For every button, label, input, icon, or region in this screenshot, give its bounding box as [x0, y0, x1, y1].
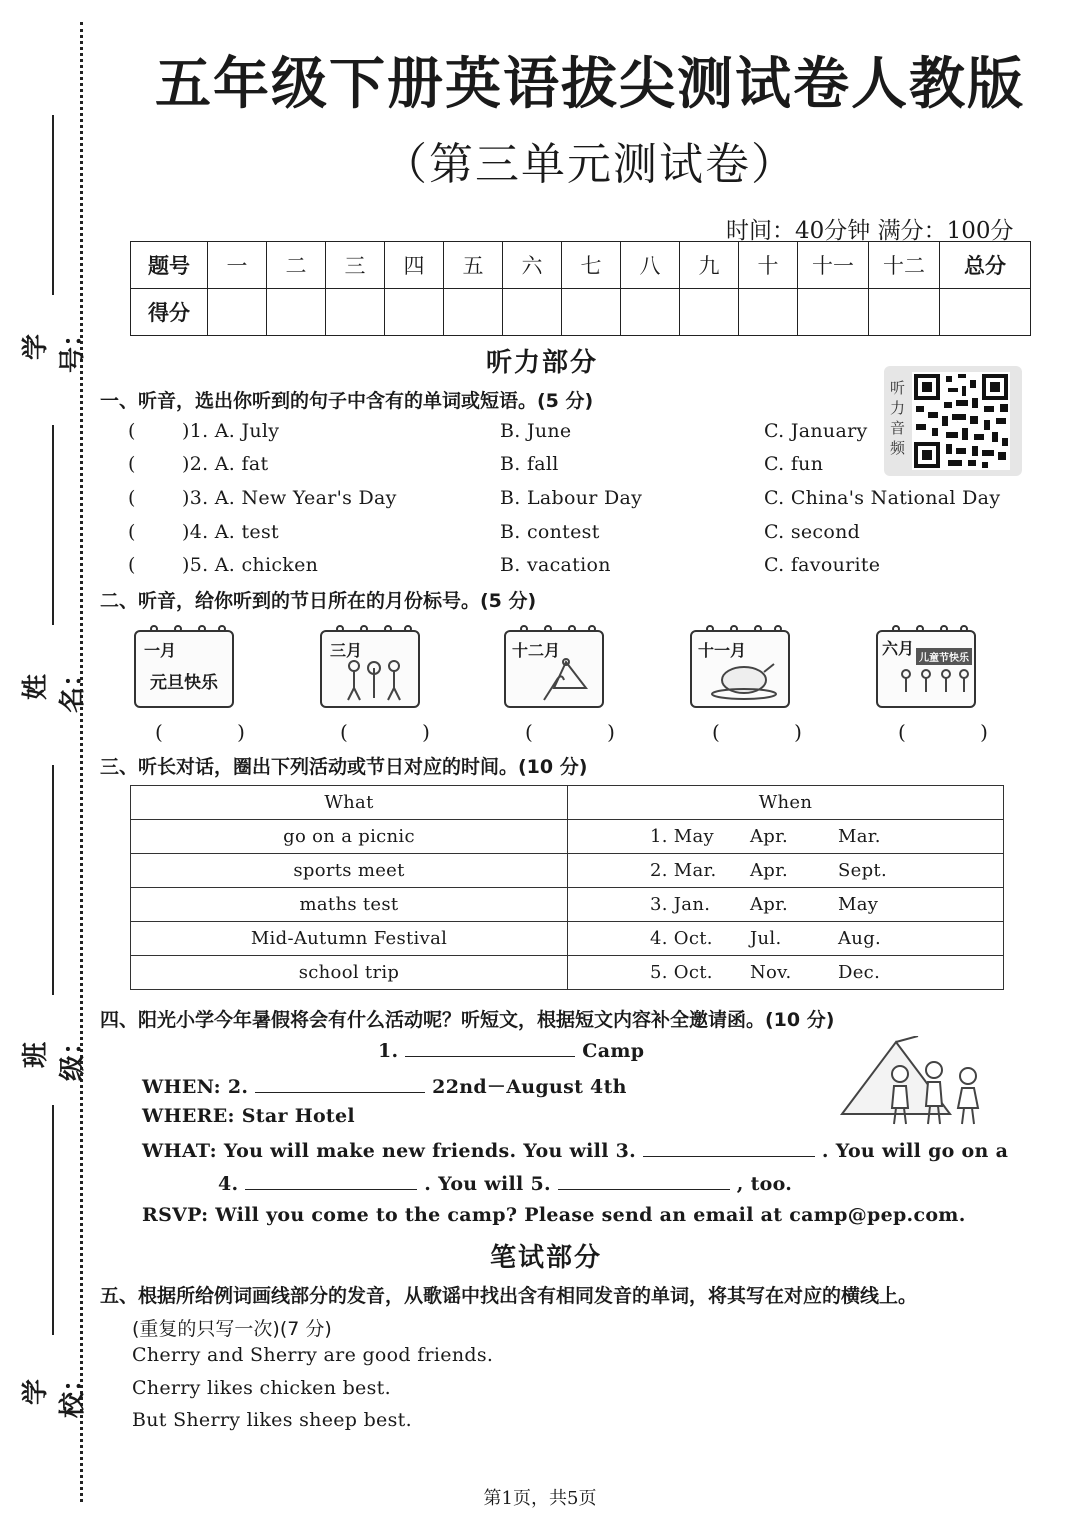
- what-line: [142, 1138, 1008, 1162]
- score-row: [131, 289, 1031, 336]
- table-row: [131, 820, 1004, 854]
- q5-option-b[interactable]: B. vacation: [500, 554, 611, 576]
- turkey-icon: [710, 660, 780, 700]
- score-header-cell: 二: [267, 242, 326, 289]
- q5-option-a[interactable]: )5. A. chicken: [182, 554, 319, 576]
- name-label: 姓名：: [21, 661, 88, 714]
- activity-cell: school trip: [131, 956, 568, 990]
- calendar-month: 六月: [882, 639, 915, 658]
- time-info: 时间：40分钟 满分：100分: [726, 218, 1014, 244]
- when-cell: [568, 956, 1004, 990]
- when-option[interactable]: Apr.: [750, 894, 789, 915]
- q1-option-c[interactable]: C. January: [764, 420, 868, 442]
- when-option[interactable]: May: [838, 894, 879, 915]
- when-option[interactable]: Nov.: [750, 962, 792, 983]
- score-header-row: [131, 242, 1031, 289]
- q2-option-a[interactable]: )2. A. fat: [182, 453, 269, 475]
- when-option[interactable]: 4. Oct.: [650, 928, 713, 949]
- score-header-cell: 十: [739, 242, 798, 289]
- score-table: [130, 241, 1031, 336]
- calendar-june: [872, 624, 982, 710]
- q3-paren: (: [128, 487, 136, 509]
- section5-title: 五、根据所给例词画线部分的发音，从歌谣中找出含有相同发音的单词，将其写在对应的横线上。: [100, 1285, 918, 1307]
- qr-label: 听力音频: [890, 379, 906, 457]
- score-header-cell: 七: [562, 242, 621, 289]
- header-when: When: [568, 786, 1004, 820]
- q3-option-b[interactable]: B. Labour Day: [500, 487, 643, 509]
- school-label: 学校：: [21, 1366, 88, 1419]
- what-text-b: . You will go on a: [821, 1140, 1009, 1162]
- q4-option-a[interactable]: )4. A. test: [182, 521, 279, 543]
- table-row: [131, 956, 1004, 990]
- student-id-label: 学号：: [21, 321, 88, 374]
- score-cell[interactable]: [385, 289, 444, 336]
- blank-number: 4.: [218, 1173, 239, 1195]
- calendar-month: 十一月: [698, 641, 747, 660]
- table-row: [131, 888, 1004, 922]
- when-label: WHEN: 2.: [142, 1076, 249, 1098]
- camp-line: [378, 1038, 644, 1062]
- answer-paren[interactable]: ( ): [525, 720, 649, 744]
- christmas-hat-icon: [536, 658, 596, 702]
- score-cell[interactable]: [267, 289, 326, 336]
- answer-blank-5[interactable]: [558, 1171, 730, 1190]
- header-what: What: [131, 786, 568, 820]
- answer-blank-3[interactable]: [643, 1138, 815, 1157]
- when-option[interactable]: 3. Jan.: [650, 894, 711, 915]
- rhyme-line: Cherry and Sherry are good friends.: [132, 1344, 494, 1366]
- calendar-month: 十二月: [512, 641, 561, 660]
- page-footer: 第1页，共5页: [483, 1488, 597, 1509]
- q4-option-c[interactable]: C. second: [764, 521, 861, 543]
- qr-code-icon: [912, 372, 1010, 470]
- score-cell[interactable]: [680, 289, 739, 336]
- score-header-cell: 题号: [131, 242, 208, 289]
- activities-line: [218, 1171, 792, 1195]
- score-cell[interactable]: [562, 289, 621, 336]
- score-cell[interactable]: [739, 289, 798, 336]
- listening-heading: 听力部分: [486, 348, 599, 378]
- page-subtitle: （第三单元测试卷）: [383, 139, 797, 190]
- score-cell[interactable]: [869, 289, 940, 336]
- rsvp-line: RSVP: Will you come to the camp? Please send an email at camp@pep.com.: [142, 1204, 966, 1226]
- q3-option-c[interactable]: C. China's National Day: [764, 487, 1001, 509]
- q1-option-a[interactable]: )1. A. July: [182, 420, 280, 442]
- score-header-cell: 四: [385, 242, 444, 289]
- q4-option-b[interactable]: B. contest: [500, 521, 600, 543]
- score-header-cell: 一: [208, 242, 267, 289]
- section3-title: 三、听长对话，圈出下列活动或节日对应的时间。(10 分): [100, 756, 588, 778]
- q1-paren: (: [128, 420, 136, 442]
- calendar-november: [686, 624, 796, 710]
- when-option[interactable]: Aug.: [838, 928, 882, 949]
- blank-number: 1.: [378, 1040, 399, 1062]
- activity-cell: Mid-Autumn Festival: [131, 922, 568, 956]
- activity-time-table: [130, 785, 1004, 990]
- when-option[interactable]: Dec.: [838, 962, 881, 983]
- writing-heading: 笔试部分: [490, 1243, 603, 1273]
- section4-title: 四、阳光小学今年暑假将会有什么活动呢？听短文，根据短文内容补全邀请函。(10 分): [100, 1009, 835, 1031]
- l4-mid-text: . You will 5.: [424, 1173, 551, 1195]
- class-label: 班级：: [21, 1029, 88, 1082]
- when-option[interactable]: 2. Mar.: [650, 860, 717, 881]
- rhyme-line: But Sherry likes sheep best.: [132, 1409, 412, 1431]
- when-cell: [568, 888, 1004, 922]
- score-cell[interactable]: [444, 289, 503, 336]
- table-row: [131, 922, 1004, 956]
- score-cell[interactable]: [940, 289, 1031, 336]
- children-dancing-icon: [896, 668, 972, 702]
- answer-blank-2[interactable]: [255, 1074, 425, 1093]
- when-option[interactable]: Apr.: [750, 826, 789, 847]
- q2-option-c[interactable]: C. fun: [764, 453, 824, 475]
- answer-paren[interactable]: ( ): [712, 720, 836, 744]
- class-line: [52, 765, 54, 995]
- answer-paren[interactable]: ( ): [340, 720, 464, 744]
- q2-option-b[interactable]: B. fall: [500, 453, 559, 475]
- score-cell[interactable]: [621, 289, 680, 336]
- what-text-a: WHAT: You will make new friends. You will 3.: [142, 1140, 637, 1162]
- where-line: WHERE: Star Hotel: [142, 1105, 355, 1127]
- calendar-month: 三月: [330, 641, 363, 660]
- score-cell[interactable]: [798, 289, 869, 336]
- score-header-cell: 六: [503, 242, 562, 289]
- name-line: [52, 425, 54, 625]
- table-header-row: [131, 786, 1004, 820]
- score-header-cell: 九: [680, 242, 739, 289]
- calendar-caption: 元旦快乐: [150, 673, 218, 693]
- table-row: [131, 854, 1004, 888]
- when-cell: [568, 820, 1004, 854]
- activity-cell: sports meet: [131, 854, 568, 888]
- rhyme-line: Cherry likes chicken best.: [132, 1377, 391, 1399]
- score-cell[interactable]: [326, 289, 385, 336]
- q5-option-c[interactable]: C. favourite: [764, 554, 881, 576]
- score-header-cell: 十二: [869, 242, 940, 289]
- score-cell[interactable]: [503, 289, 562, 336]
- answer-blank-4[interactable]: [245, 1171, 417, 1190]
- answer-blank-1[interactable]: [405, 1038, 575, 1057]
- q1-option-b[interactable]: B. June: [500, 420, 572, 442]
- section1-title: 一、听音，选出你听到的句子中含有的单词或短语。(5 分): [100, 390, 594, 412]
- when-option[interactable]: Apr.: [750, 860, 789, 881]
- section2-title: 二、听音，给你听到的节日所在的月份标号。(5 分): [100, 590, 537, 612]
- q3-option-a[interactable]: )3. A. New Year's Day: [182, 487, 397, 509]
- score-cell[interactable]: [208, 289, 267, 336]
- activity-cell: go on a picnic: [131, 820, 568, 854]
- when-cell: [568, 922, 1004, 956]
- answer-paren[interactable]: ( ): [898, 720, 1022, 744]
- when-line: [142, 1072, 627, 1099]
- camping-children-icon: [838, 1036, 988, 1128]
- when-option[interactable]: 1. May: [650, 826, 715, 847]
- section5-note: (重复的只写一次)(7 分): [132, 1318, 332, 1340]
- score-header-cell: 五: [444, 242, 503, 289]
- when-option[interactable]: 5. Oct.: [650, 962, 713, 983]
- q2-paren: (: [128, 453, 136, 475]
- qr-code-panel[interactable]: [884, 366, 1022, 476]
- page-title: 五年级下册英语拔尖测试卷人教版: [155, 52, 1025, 117]
- school-line: [52, 1105, 54, 1335]
- when-option[interactable]: Jul.: [750, 928, 782, 949]
- student-id-line: [52, 115, 54, 295]
- when-option[interactable]: Mar.: [838, 826, 881, 847]
- score-header-cell: 总分: [940, 242, 1031, 289]
- calendar-caption: 儿童节快乐: [916, 648, 972, 665]
- activity-cell: maths test: [131, 888, 568, 922]
- answer-paren[interactable]: ( ): [155, 720, 279, 744]
- camp-word: Camp: [582, 1040, 645, 1062]
- calendar-january: [130, 624, 240, 710]
- when-option[interactable]: Sept.: [838, 860, 887, 881]
- q5-paren: (: [128, 554, 136, 576]
- score-header-cell: 八: [621, 242, 680, 289]
- when-rest: 22nd－August 4th: [432, 1076, 627, 1098]
- binding-dotted-line: [80, 22, 83, 1502]
- l4-end-text: , too.: [736, 1173, 793, 1195]
- calendar-month: 一月: [144, 641, 177, 660]
- score-header-cell: 三: [326, 242, 385, 289]
- score-header-cell: 十一: [798, 242, 869, 289]
- score-row-label: 得分: [131, 289, 208, 336]
- calendar-december: [500, 624, 610, 710]
- calendar-march: [316, 624, 426, 710]
- q4-paren: (: [128, 521, 136, 543]
- when-cell: [568, 854, 1004, 888]
- children-planting-icon: [342, 658, 412, 702]
